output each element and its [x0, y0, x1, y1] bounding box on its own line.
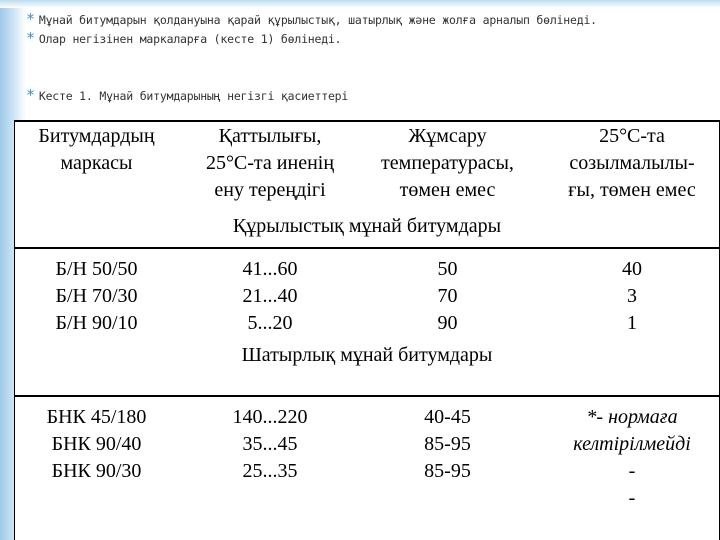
- section-title-roofing: Шатырлық мұнай битумдары: [241, 344, 493, 366]
- column-header-ductility: 25°С-та созылмалылы- ғы, төмен емес: [568, 125, 696, 201]
- ductility-note-cell: *- нормаға келтірілмейді - -: [573, 406, 691, 509]
- bullet-text: Олар негізінен маркаларға (кесте 1) бөлінеді.: [38, 32, 342, 46]
- softening-point-cell: 40-45 85-95 85-95: [424, 406, 471, 482]
- table-rule: [14, 247, 720, 249]
- softening-point-cell: 50 70 90: [437, 258, 458, 334]
- grade-cell: Б/Н 50/50 Б/Н 70/30 Б/Н 90/10: [55, 258, 138, 334]
- bullet-item: [26, 86, 348, 104]
- section-title-construction: Құрылыстық мұнай битумдары: [232, 215, 502, 237]
- asterisk-bullet-icon: *: [26, 10, 35, 28]
- asterisk-bullet-icon: *: [26, 29, 35, 47]
- table-rule: [14, 120, 720, 122]
- bullet-item: [26, 10, 597, 28]
- grade-cell: БНК 45/180 БНК 90/40 БНК 90/30: [46, 406, 147, 482]
- bullet-text: Мұнай битумдарын қолдануына қарай құрылыстық, шатырлық және жолға арналып бөлінеді.: [38, 13, 597, 27]
- table-rule: [14, 395, 720, 397]
- column-header-softening-point: Жұмсару температурасы, төмен емес: [381, 125, 514, 201]
- bullet-text: Кесте 1. Мұнай битумдарының негізгі қасиеттері: [38, 89, 349, 103]
- penetration-cell: 41...60 21...40 5...20: [242, 258, 298, 334]
- ductility-cell: 40 3 1: [622, 258, 642, 334]
- bullet-item: [26, 29, 341, 47]
- bitumen-properties-table: [14, 120, 720, 540]
- column-header-grade: Битумдардың маркасы: [38, 125, 155, 174]
- asterisk-bullet-icon: *: [26, 86, 35, 104]
- column-header-penetration: Қаттылығы, 25°С-та иненің ену тереңдігі: [205, 125, 335, 201]
- penetration-cell: 140...220 35...45 25...35: [232, 406, 308, 482]
- decorative-frame-top: [0, 0, 720, 8]
